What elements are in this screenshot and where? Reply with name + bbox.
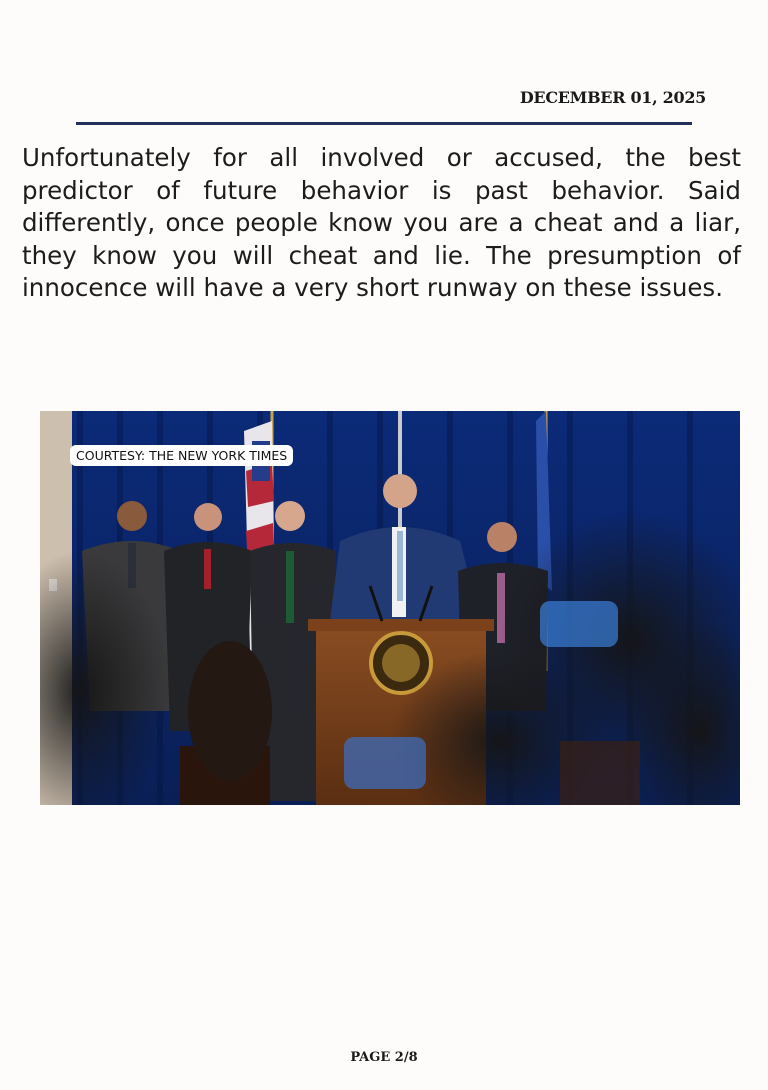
photo-caption: COURTESY: THE NEW YORK TIMES <box>70 445 293 466</box>
article-paragraph: Unfortunately for all involved or accused, the best predictor of future behavior is past behavior. Said differently, once people know you are a cheat and a liar, they know you will cheat and lie. The presumption of innocence will have a very short runway on these issues. <box>22 143 741 303</box>
header-divider <box>76 122 692 125</box>
press-conference-photo <box>40 411 740 805</box>
page-number: PAGE 2/8 <box>350 1050 418 1065</box>
press-conference-illustration <box>40 411 740 805</box>
document-date: DECEMBER 01, 2025 <box>519 88 706 107</box>
